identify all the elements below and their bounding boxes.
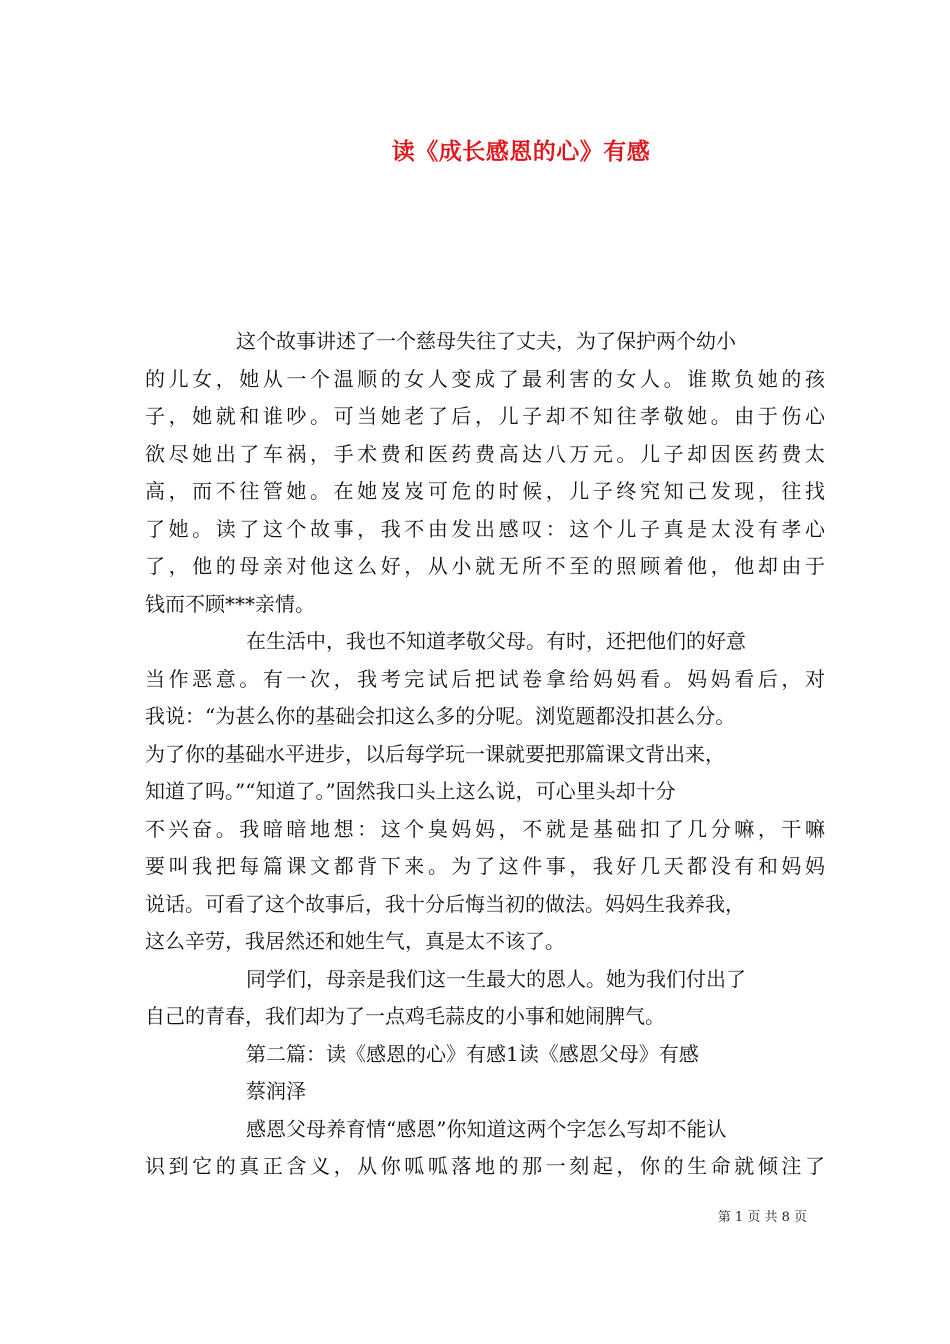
paragraph-1-line-1: 这个故事讲述了一个慈母失往了丈夫，为了保护两个幼小 xyxy=(236,329,736,353)
paragraph-3-line-1: 同学们，母亲是我们这一生最大的恩人。她为我们付出了 xyxy=(246,966,746,991)
paragraph-4-line-1: 感恩父母养育情“感恩”你知道这两个字怎么写却不能认 xyxy=(246,1116,727,1141)
paragraph-4-line-2: 识到它的真正含义，从你呱呱落地的那一刻起，你的生命就倾注了 xyxy=(145,1154,825,1178)
paragraph-2-line-5: 知道了吗。”“知道了。”固然我口头上这么说，可心里头却十分 xyxy=(145,779,676,803)
paragraph-1-line-5: 高，而不往管她。在她岌岌可危的时候，儿子终究知己发现，往找 xyxy=(145,479,825,503)
paragraph-1-line-8: 钱而不顾***亲情。 xyxy=(145,591,315,616)
paragraph-1-line-2: 的儿女，她从一个温顺的女人变成了最利害的女人。谁欺负她的孩 xyxy=(145,366,825,391)
paragraph-1-line-7: 了，他的母亲对他这么好，从小就无所不至的照顾着他，他却由于 xyxy=(145,554,825,578)
paragraph-1-line-4: 欲尽她出了车祸，手术费和医药费高达八万元。儿子却因医药费太 xyxy=(145,441,825,466)
section-heading: 第二篇：读《感恩的心》有感1读《感恩父母》有感 xyxy=(246,1041,699,1066)
author-name: 蔡润泽 xyxy=(246,1079,306,1103)
paragraph-2-line-6: 不兴奋。我暗暗地想：这个臭妈妈，不就是基础扣了几分嘛，干嘛 xyxy=(145,816,825,841)
paragraph-2-line-4: 为了你的基础水平进步，以后每学玩一课就要把那篇课文背出来， xyxy=(145,741,725,766)
paragraph-2-line-2: 当作恶意。有一次，我考完试后把试卷拿给妈妈看。妈妈看后，对 xyxy=(145,666,825,691)
paragraph-1-line-3: 子，她就和谁吵。可当她老了后，儿子却不知往孝敬她。由于伤心 xyxy=(145,404,825,428)
paragraph-2-line-1: 在生活中，我也不知道孝敬父母。有时，还把他们的好意 xyxy=(246,629,746,653)
paragraph-3-line-2: 自己的青春，我们却为了一点鸡毛蒜皮的小事和她闹脾气。 xyxy=(145,1004,665,1028)
paragraph-1-line-6: 了她。读了这个故事，我不由发出感叹：这个儿子真是太没有孝心 xyxy=(145,516,825,541)
document-title: 读《成长感恩的心》有感 xyxy=(391,138,651,165)
page-indicator: 第 1 页 共 8 页 xyxy=(717,1210,807,1225)
paragraph-2-line-9: 这么辛劳，我居然还和她生气，真是太不该了。 xyxy=(145,929,565,953)
paragraph-2-line-8: 说话。可看了这个故事后，我十分后悔当初的做法。妈妈生我养我， xyxy=(145,891,745,916)
document-body xyxy=(145,323,825,1186)
paragraph-2-line-7: 要叫我把每篇课文都背下来。为了这件事，我好几天都没有和妈妈 xyxy=(145,854,825,878)
paragraph-2-line-3: 我说：“为甚么你的基础会扣这么多的分呢。浏览题都没扣甚么分。 xyxy=(145,704,736,728)
